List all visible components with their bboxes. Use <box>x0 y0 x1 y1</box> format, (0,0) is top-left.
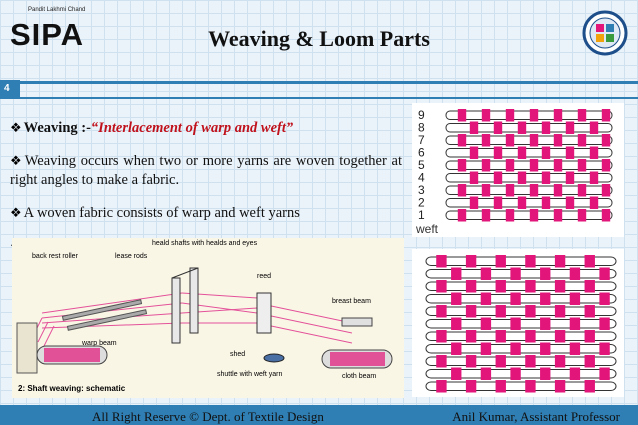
warp-yarn <box>525 305 535 318</box>
warp-yarn <box>510 318 520 331</box>
warp-yarn <box>542 122 550 135</box>
warp-yarn <box>570 368 580 381</box>
bullet-heading: Weaving :- <box>23 120 91 136</box>
diamond-bullet-icon: ❖ <box>10 120 22 135</box>
breast-beam <box>342 318 372 326</box>
warp-yarn <box>578 109 586 122</box>
warp-yarn <box>555 280 565 293</box>
warp-yarn <box>590 122 598 135</box>
label-breast-beam: breast beam <box>332 298 371 305</box>
warp-yarn <box>542 172 550 185</box>
warp-yarn <box>599 268 609 281</box>
warp-yarn <box>602 134 610 147</box>
warp-yarn <box>585 305 595 318</box>
university-emblem-icon <box>582 10 628 56</box>
row-number: 8 <box>418 120 425 135</box>
warp-yarn <box>530 159 538 172</box>
warp-yarn <box>540 368 550 381</box>
cloth-beam <box>322 350 392 368</box>
warp-yarn <box>566 147 574 160</box>
warp-yarn <box>555 330 565 343</box>
warp-yarn <box>599 368 609 381</box>
diamond-bullet-icon: ❖ <box>10 238 22 253</box>
warp-yarn <box>481 293 491 306</box>
label-cloth-beam: cloth beam <box>342 373 377 380</box>
warp-yarn <box>570 268 580 281</box>
warp-yarn <box>506 109 514 122</box>
warp-yarn <box>510 368 520 381</box>
loom-schematic <box>12 238 404 398</box>
warp-beam <box>37 346 107 364</box>
warp-yarn <box>540 318 550 331</box>
warp-yarn <box>458 159 466 172</box>
warp-yarn <box>470 147 478 160</box>
bullet-definition-text: “Interlacement of warp and weft” <box>90 120 294 136</box>
footer-author: Anil Kumar, Assistant Professor <box>452 409 620 424</box>
warp-yarn <box>554 159 562 172</box>
row-number: 5 <box>418 158 425 172</box>
warp-yarn <box>506 134 514 147</box>
warp-yarn <box>470 197 478 210</box>
heald-shafts <box>172 268 198 343</box>
warp-yarn <box>482 159 490 172</box>
warp-yarn <box>578 134 586 147</box>
warp-yarn <box>570 343 580 356</box>
warp-yarn <box>525 280 535 293</box>
warp-yarn <box>540 343 550 356</box>
diamond-bullet-icon: ❖ <box>10 153 23 168</box>
warp-yarn <box>481 343 491 356</box>
warp-yarn <box>436 330 446 343</box>
warp-yarn <box>482 209 490 222</box>
warp-yarn <box>451 343 461 356</box>
warp-yarn <box>590 197 598 210</box>
warp-yarn <box>599 318 609 331</box>
bullet-fabric <box>10 203 402 223</box>
warp-yarn <box>542 197 550 210</box>
warp-yarn <box>458 209 466 222</box>
footer-bar <box>0 405 638 425</box>
warp-yarn <box>555 305 565 318</box>
warp-yarn <box>466 305 476 318</box>
logo-subtitle: Pandit Lakhmi Chand <box>28 7 86 13</box>
warp-yarn <box>436 380 446 393</box>
warp-yarn <box>451 293 461 306</box>
warp-yarn <box>470 172 478 185</box>
warp-yarn <box>585 380 595 393</box>
warp-yarn <box>540 293 550 306</box>
warp-yarn <box>470 122 478 135</box>
warp-yarn <box>602 109 610 122</box>
label-heald-shafts: heald shafts with healds and eyes <box>152 240 258 247</box>
label-shuttle: shuttle with weft yarn <box>217 371 283 378</box>
footer-copyright: All Right Reserve © Dept. of Textile Design <box>92 409 324 424</box>
slide-number: 4 <box>4 83 10 94</box>
row-number: 3 <box>418 183 425 197</box>
bullet-definition <box>10 118 402 138</box>
warp-yarn <box>466 355 476 368</box>
warp-yarn <box>542 147 550 160</box>
row-number: 1 <box>418 208 425 222</box>
warp-yarn <box>578 159 586 172</box>
warp-yarn <box>525 330 535 343</box>
label-back-rest-roller: back rest roller <box>32 253 78 260</box>
warp-yarn <box>530 109 538 122</box>
label-warp-beam: warp beam <box>82 340 117 347</box>
warp-yarn <box>458 109 466 122</box>
row-number: 2 <box>418 195 425 210</box>
warp-yarn <box>481 368 491 381</box>
label-lease-rods: lease rods <box>115 253 148 260</box>
warp-yarn <box>566 197 574 210</box>
weft-label: weft <box>416 222 439 236</box>
warp-yarn <box>458 134 466 147</box>
warp-yarn <box>530 134 538 147</box>
warp-yarn <box>510 293 520 306</box>
header-rule-lower <box>20 97 638 99</box>
warp-yarn <box>585 255 595 268</box>
warp-yarn <box>510 343 520 356</box>
bullet-text: Weaving occurs when two or more yarns are woven together at right angles to make a fabric. <box>10 153 402 188</box>
bullet-text: A woven fabric consists of warp and weft yarns <box>23 205 300 221</box>
loom-caption: 2: Shaft weaving: schematic <box>18 384 126 393</box>
warp-yarn <box>466 330 476 343</box>
warp-yarn <box>518 172 526 185</box>
warp-yarn <box>494 122 502 135</box>
warp-yarn <box>525 355 535 368</box>
warp-yarn <box>570 293 580 306</box>
row-number: 9 <box>418 108 425 122</box>
warp-yarn <box>602 209 610 222</box>
warp-yarn <box>554 209 562 222</box>
header-rule <box>20 81 638 84</box>
warp-yarn <box>590 147 598 160</box>
warp-yarn <box>566 122 574 135</box>
reed <box>257 293 271 333</box>
row-number: 6 <box>418 145 425 160</box>
warp-yarn <box>585 280 595 293</box>
warp-yarn <box>518 147 526 160</box>
warp-yarn <box>506 184 514 197</box>
weft-yarn <box>446 111 612 120</box>
warp-yarn <box>481 268 491 281</box>
warp-yarn <box>578 209 586 222</box>
bullet-weaving <box>10 151 402 190</box>
warp-yarn <box>496 330 506 343</box>
warp-yarn <box>585 330 595 343</box>
weft-yarn <box>446 186 612 195</box>
warp-yarn <box>585 355 595 368</box>
warp-yarn <box>482 109 490 122</box>
warp-yarn <box>555 255 565 268</box>
warp-yarn <box>451 368 461 381</box>
warp-yarn <box>530 209 538 222</box>
warp-yarn <box>555 355 565 368</box>
warp-yarn <box>496 255 506 268</box>
warp-yarn <box>570 318 580 331</box>
page-title: Weaving & Loom Parts <box>208 26 430 51</box>
warp-yarn <box>510 268 520 281</box>
warp-yarn <box>451 318 461 331</box>
warp-yarn <box>555 380 565 393</box>
warp-yarn <box>458 184 466 197</box>
weft-yarn <box>446 136 612 145</box>
warp-yarn <box>482 134 490 147</box>
warp-yarn <box>482 184 490 197</box>
warp-yarn <box>451 268 461 281</box>
warp-yarn <box>518 197 526 210</box>
warp-yarn <box>494 197 502 210</box>
warp-yarn <box>496 355 506 368</box>
warp-yarn <box>506 209 514 222</box>
warp-yarn <box>496 305 506 318</box>
warp-yarn <box>496 380 506 393</box>
warp-yarn <box>554 109 562 122</box>
shuttle-icon <box>264 354 284 362</box>
warp-yarn <box>599 343 609 356</box>
warp-yarn <box>599 293 609 306</box>
plain-weave-diagram <box>412 103 624 237</box>
logo-word: SIPA <box>10 17 85 52</box>
weft-yarn <box>446 161 612 170</box>
warp-yarn <box>602 184 610 197</box>
warp-yarn <box>494 147 502 160</box>
warp-yarn <box>466 255 476 268</box>
weft-yarn <box>446 211 612 220</box>
warp-yarn <box>578 184 586 197</box>
warp-yarn <box>506 159 514 172</box>
slide-number-box <box>0 80 20 99</box>
label-shed: shed <box>230 351 246 358</box>
warp-yarn <box>525 255 535 268</box>
warp-yarn <box>590 172 598 185</box>
row-number: 7 <box>418 133 425 147</box>
diamond-bullet-icon: ❖ <box>10 205 22 220</box>
warp-yarn <box>494 172 502 185</box>
warp-yarn <box>466 380 476 393</box>
warp-yarn <box>436 305 446 318</box>
warp-yarn <box>436 355 446 368</box>
warp-yarn <box>602 159 610 172</box>
warp-yarn <box>530 184 538 197</box>
warp-yarn <box>566 172 574 185</box>
warp-yarn <box>540 268 550 281</box>
warp-yarn <box>496 280 506 293</box>
woven-fabric-diagram <box>412 249 624 397</box>
warp-yarn <box>466 280 476 293</box>
warp-yarn <box>525 380 535 393</box>
warp-yarn <box>554 134 562 147</box>
warp-yarn <box>518 122 526 135</box>
row-number: 4 <box>418 170 425 185</box>
warp-yarn <box>436 255 446 268</box>
warp-yarn <box>554 184 562 197</box>
warp-yarn <box>481 318 491 331</box>
label-reed: reed <box>257 273 272 280</box>
warp-yarn <box>436 280 446 293</box>
